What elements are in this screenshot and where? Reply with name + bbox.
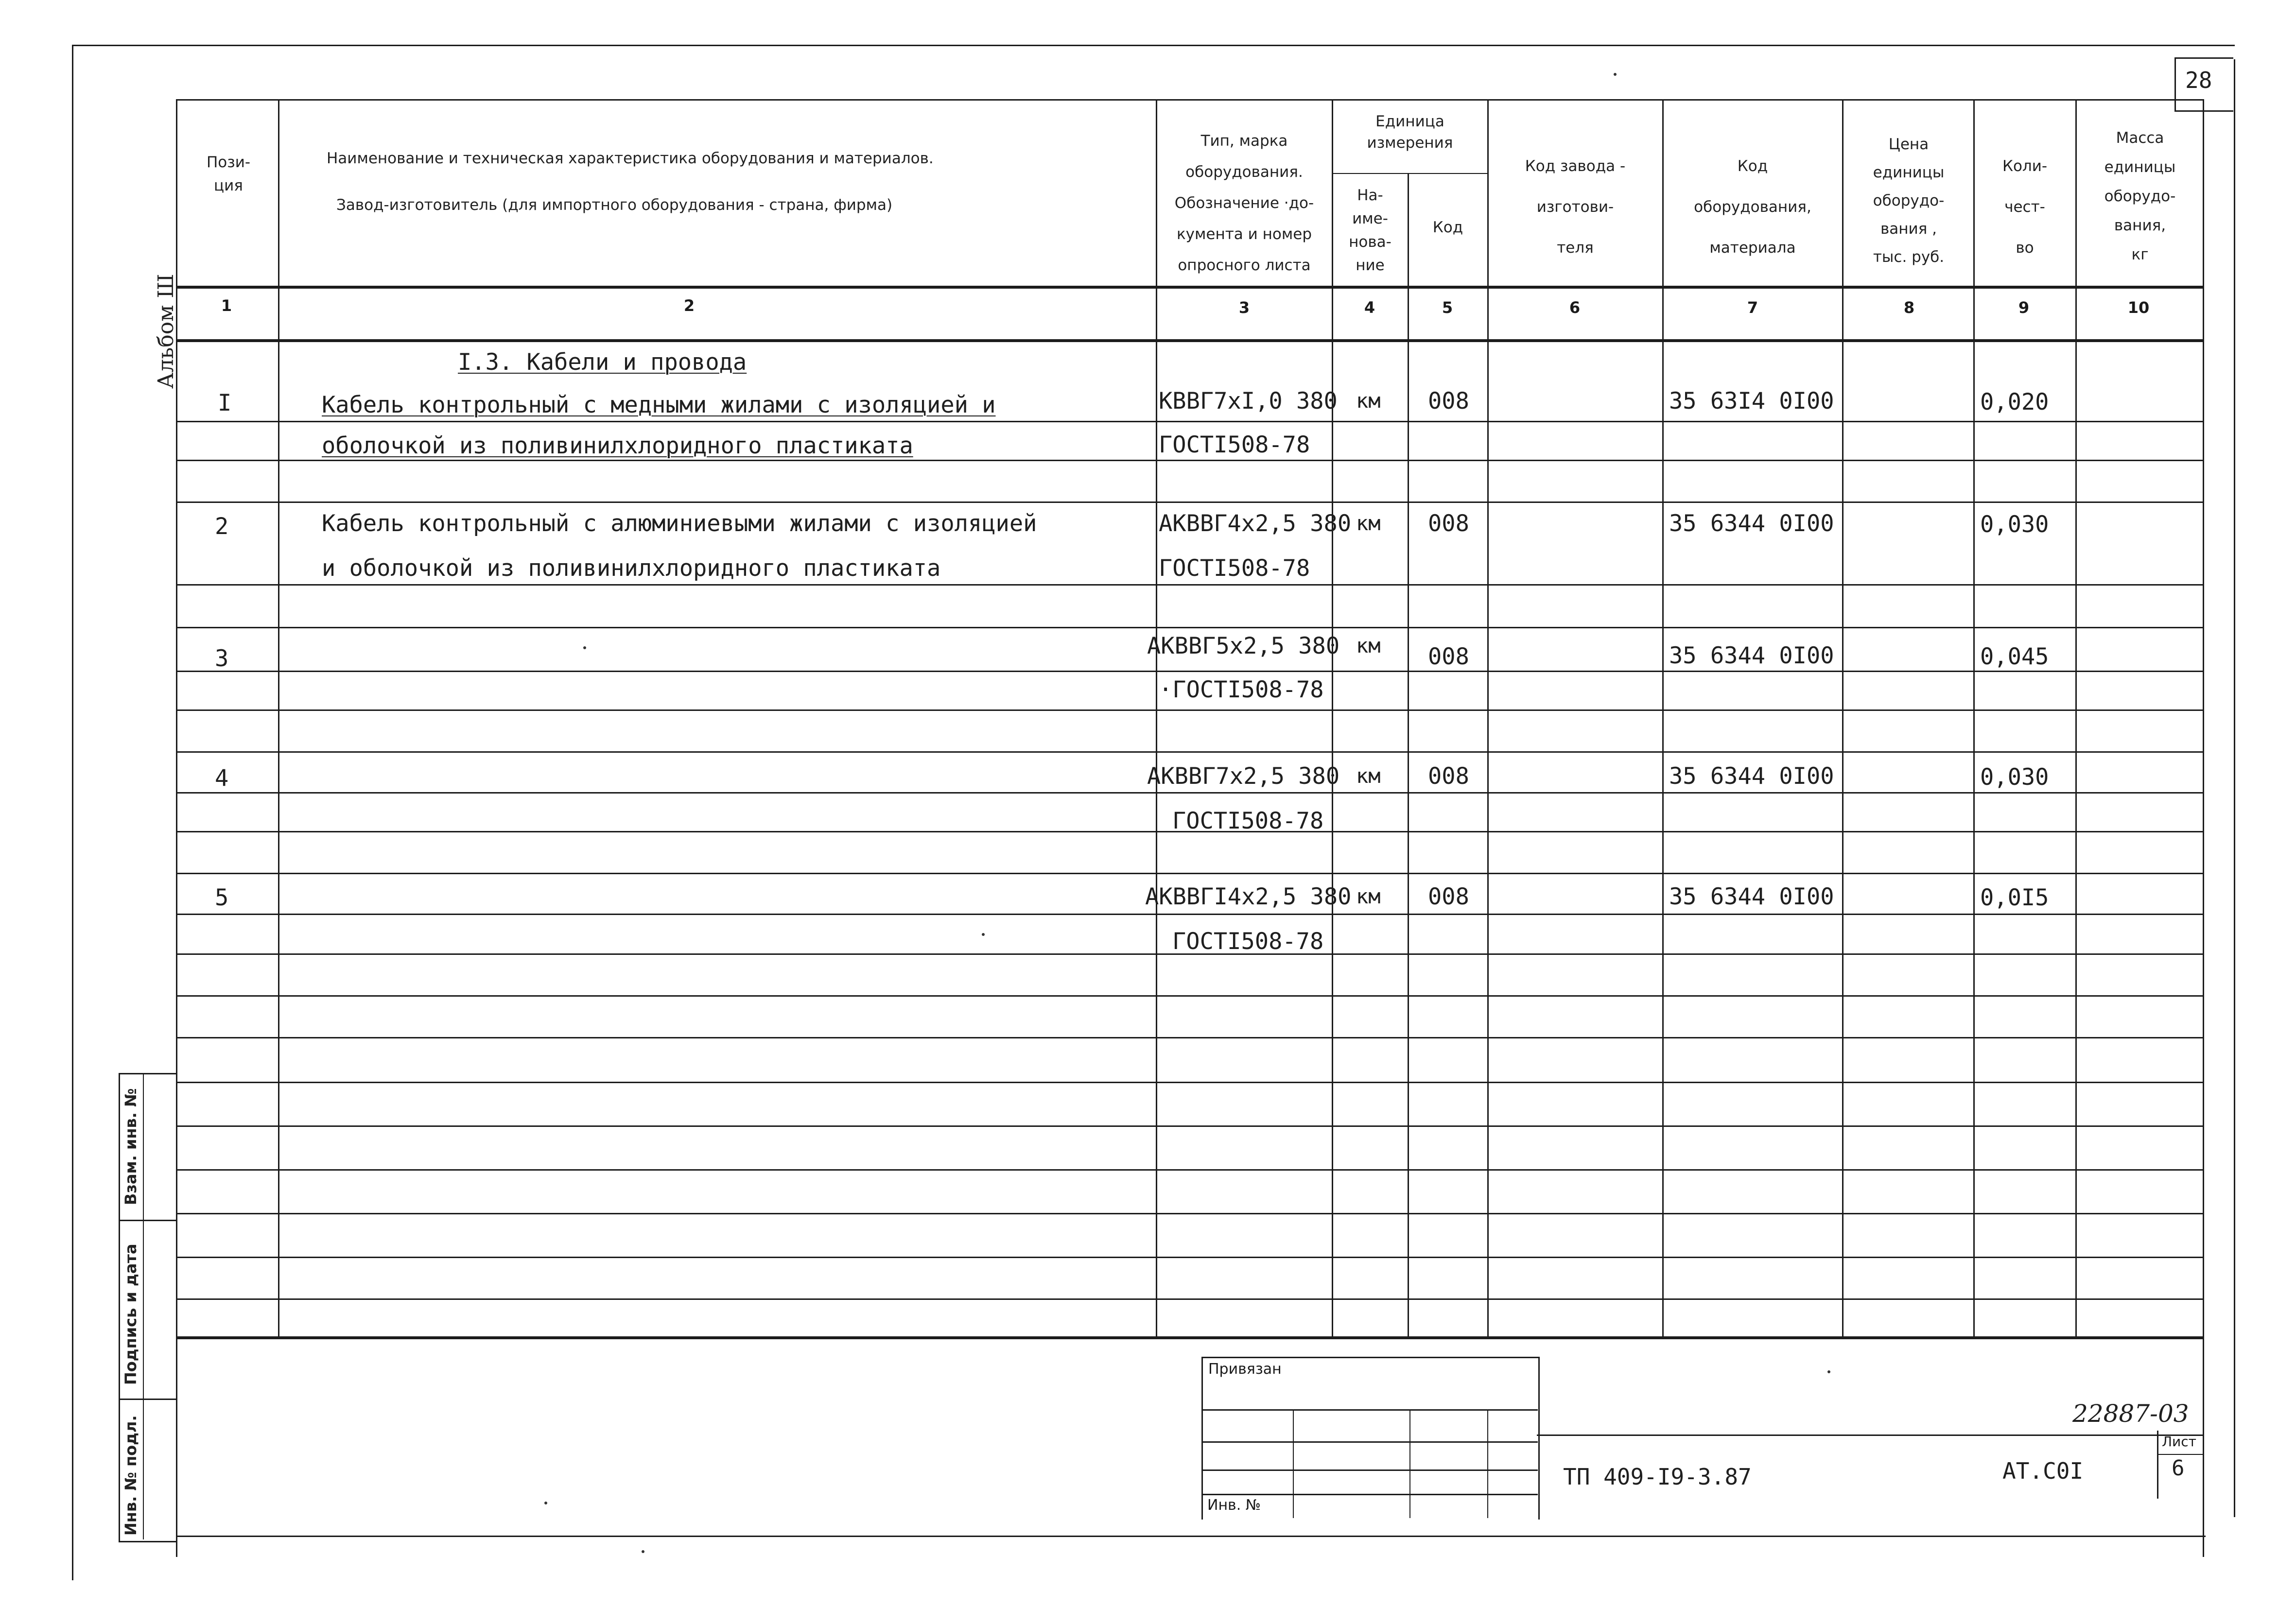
row-1-standard: ГОСТI508-78 [1159, 432, 1310, 458]
row-4-position: 4 [215, 765, 229, 792]
table-top-line [176, 99, 2203, 101]
binding-col-line [1293, 1409, 1294, 1518]
row-1-name-line1: Кабель контрольный с медными жилами с изоляцией и [322, 392, 996, 418]
header-type-line5: опросного листа [1178, 257, 1311, 274]
frame-bottom-line [176, 1536, 2206, 1537]
column-number: 9 [2018, 298, 2030, 317]
header-price [1845, 130, 1972, 271]
binding-col-line [1487, 1409, 1488, 1518]
header-mass-line4: вания, [2114, 217, 2166, 234]
row-4-standard: ГОСТI508-78 [1172, 808, 1324, 834]
col-line-6 [1662, 99, 1664, 1336]
row-line [176, 501, 2203, 503]
col-line-5 [1487, 99, 1489, 1336]
header-equipment-code [1665, 146, 1840, 268]
col-line-7 [1842, 99, 1844, 1336]
column-number: 1 [221, 296, 232, 315]
header-quantity-line1: Коли- [2002, 157, 2048, 175]
header-name-line2: Завод-изготовитель (для импортного оборудования - страна, фирма) [336, 196, 893, 214]
row-5-unit: км [1356, 884, 1381, 908]
row-2-standard: ГОСТI508-78 [1159, 555, 1310, 582]
row-line [176, 751, 2203, 753]
binding-label: Привязан [1208, 1361, 1282, 1378]
row-2-name-line1: Кабель контрольный с алюминиевыми жилами с изоляцией [322, 510, 1037, 537]
scan-speck [1614, 73, 1617, 76]
header-factory-line1: Код завода - [1525, 157, 1626, 175]
column-number: 8 [1903, 298, 1915, 317]
document-code: ТП 409-I9-3.87 [1563, 1464, 1752, 1490]
row-2-code: 008 [1428, 510, 1469, 537]
row-1-position: I [218, 390, 232, 416]
row-1-equip-code: 35 63I4 0I00 [1669, 388, 1834, 415]
row-3-unit: км [1356, 634, 1381, 657]
row-line [176, 1125, 2203, 1127]
column-number: 6 [1569, 298, 1581, 317]
side-stamp-divider [119, 1399, 176, 1400]
binding-col-line [1409, 1409, 1410, 1518]
row-line [176, 873, 2203, 874]
row-line [176, 1082, 2203, 1083]
row-3-quantity: 0,045 [1980, 643, 2049, 670]
header-unit-group [1335, 111, 1485, 154]
row-5-position: 5 [215, 884, 229, 911]
row-line [176, 627, 2203, 628]
header-unit-name-line3: нова- [1349, 233, 1392, 251]
header-mass-line2: единицы [2104, 158, 2176, 176]
row-2-quantity: 0,030 [1980, 511, 2049, 538]
header-price-line2: единицы [1873, 164, 1945, 181]
header-unit-line2: измерения [1367, 134, 1453, 152]
row-line [176, 1169, 2203, 1171]
row-4-equip-code: 35 6344 0I00 [1669, 763, 1834, 790]
row-line [176, 460, 2203, 461]
header-mass [2078, 123, 2202, 269]
frame-left-line [72, 45, 73, 1580]
header-equipment-line3: материала [1709, 239, 1796, 257]
row-line [176, 584, 2203, 586]
header-type [1159, 125, 1330, 281]
row-line [176, 709, 2203, 711]
row-1-type: КВВГ7хI,0 380 [1159, 388, 1338, 415]
header-type-line4: кумента и номер [1176, 225, 1312, 243]
binding-inv-label: Инв. № [1207, 1497, 1261, 1514]
side-stamp-original-inv: Инв. № подл. [122, 1415, 140, 1536]
header-factory-line3: теля [1557, 239, 1594, 257]
row-2-type: АКВВГ4х2,5 380 [1159, 510, 1352, 537]
column-number: 10 [2127, 298, 2150, 317]
scan-speck [544, 1502, 547, 1504]
header-mass-line5: кг [2131, 246, 2149, 263]
header-quantity-line3: во [2016, 239, 2034, 257]
album-label: Альбом Ш [154, 274, 178, 389]
row-1-quantity: 0,020 [1980, 389, 2049, 415]
row-2-equip-code: 35 6344 0I00 [1669, 510, 1834, 537]
side-stamp-inner-line [143, 1073, 144, 1539]
header-unit-line1: Единица [1375, 113, 1444, 130]
scan-speck [583, 646, 586, 649]
col-line-1 [278, 99, 279, 1336]
document-mark: АТ.С0I [2002, 1458, 2084, 1484]
row-line [176, 1213, 2203, 1214]
row-4-type: АКВВГ7х2,5 380 [1147, 763, 1340, 790]
row-line [176, 421, 2203, 422]
row-line [176, 914, 2203, 915]
unit-subheader-line [1332, 173, 1487, 174]
side-stamp-replacement-inv: Взам. инв. № [122, 1088, 140, 1205]
side-stamp-signature-date: Подпись и дата [122, 1244, 140, 1385]
row-line [176, 671, 2203, 672]
row-4-quantity: 0,030 [1980, 764, 2049, 791]
header-type-line2: оборудования. [1185, 163, 1303, 181]
row-5-quantity: 0,0I5 [1980, 884, 2049, 911]
colnum-bottom-line [176, 339, 2203, 342]
col-line-8 [1973, 99, 1975, 1336]
row-5-code: 008 [1428, 883, 1469, 910]
scan-speck [642, 1550, 644, 1553]
header-position-line1: Пози- [206, 154, 251, 171]
column-number: 4 [1364, 298, 1375, 317]
row-line [176, 1037, 2203, 1038]
row-5-type: АКВВГI4х2,5 380 [1145, 883, 1352, 910]
frame-right-line [2234, 59, 2235, 1517]
header-factory-line2: изготови- [1536, 198, 1614, 216]
row-2-name-line2: и оболочкой из поливинилхлоридного пластиката [322, 555, 941, 582]
side-stamp-divider [119, 1220, 176, 1221]
header-quantity-line2: чест- [2004, 198, 2045, 216]
header-price-line5: тыс. руб. [1873, 248, 1945, 266]
header-price-line4: вания , [1880, 220, 1937, 238]
header-mass-line3: оборудо- [2104, 188, 2176, 205]
column-number: 2 [683, 296, 695, 315]
row-1-code: 008 [1428, 388, 1469, 415]
row-line [176, 1298, 2203, 1300]
column-number: 5 [1442, 298, 1453, 317]
header-equipment-line1: Код [1737, 157, 1768, 175]
header-unit-name-line1: На- [1357, 187, 1383, 204]
col-line-10 [2203, 99, 2204, 1557]
row-line [176, 1257, 2203, 1258]
col-line-2 [1156, 99, 1157, 1336]
header-name-line1: Наименование и техническая характеристика оборудования и материалов. [327, 150, 934, 167]
header-position [181, 151, 276, 197]
row-line [176, 792, 2203, 794]
col-line-4 [1408, 173, 1409, 1336]
row-2-unit: км [1356, 511, 1381, 535]
header-type-line1: Тип, марка [1200, 132, 1288, 150]
header-unit-name-line2: име- [1352, 210, 1388, 227]
sheet-label: Лист [2162, 1434, 2196, 1450]
header-position-line2: ция [214, 177, 243, 194]
header-bottom-line [176, 286, 2203, 289]
scan-speck [982, 933, 985, 936]
row-4-unit: км [1356, 764, 1381, 788]
header-price-line1: Цена [1888, 136, 1929, 153]
column-number: 7 [1747, 298, 1758, 317]
row-3-code: 008 [1428, 643, 1469, 670]
col-line-3 [1332, 99, 1333, 1336]
row-line [176, 995, 2203, 997]
row-5-equip-code: 35 6344 0I00 [1669, 883, 1834, 910]
header-type-line3: Обозначение ·до- [1174, 194, 1314, 212]
row-2-position: 2 [215, 513, 229, 540]
header-quantity [1976, 146, 2073, 268]
header-factory-code [1490, 146, 1660, 268]
table-bottom-line [176, 1336, 2203, 1339]
header-equipment-line2: оборудования, [1694, 198, 1811, 216]
row-4-code: 008 [1428, 763, 1469, 790]
column-number: 3 [1238, 298, 1250, 317]
col-line-9 [2075, 99, 2077, 1336]
row-3-standard: ·ГОСТI508-78 [1159, 676, 1324, 703]
header-mass-line1: Масса [2116, 129, 2164, 147]
header-price-line3: оборудо- [1873, 192, 1945, 209]
header-unit-name-line4: ние [1356, 257, 1385, 274]
scan-speck [1827, 1370, 1830, 1373]
header-unit-name [1334, 184, 1407, 277]
row-1-name-line2: оболочкой из поливинилхлоридного пластиката [322, 432, 913, 459]
header-unit-code: Код [1432, 219, 1463, 236]
row-3-type: АКВВГ5х2,5 380 [1147, 633, 1340, 659]
handwritten-archive-number: 22887-03 [2072, 1400, 2189, 1428]
row-5-standard: ГОСТI508-78 [1172, 928, 1324, 955]
corner-sheet-number: 28 [2185, 67, 2212, 93]
sheet-number: 6 [2172, 1456, 2185, 1481]
frame-top-line [72, 45, 2235, 46]
row-3-position: 3 [215, 645, 229, 672]
row-3-equip-code: 35 6344 0I00 [1669, 642, 1834, 669]
sheet-box-divider [2157, 1454, 2203, 1455]
section-title: I.3. Кабели и провода [458, 349, 747, 376]
designation-top-line [1537, 1434, 2203, 1436]
row-1-unit: км [1356, 389, 1381, 413]
